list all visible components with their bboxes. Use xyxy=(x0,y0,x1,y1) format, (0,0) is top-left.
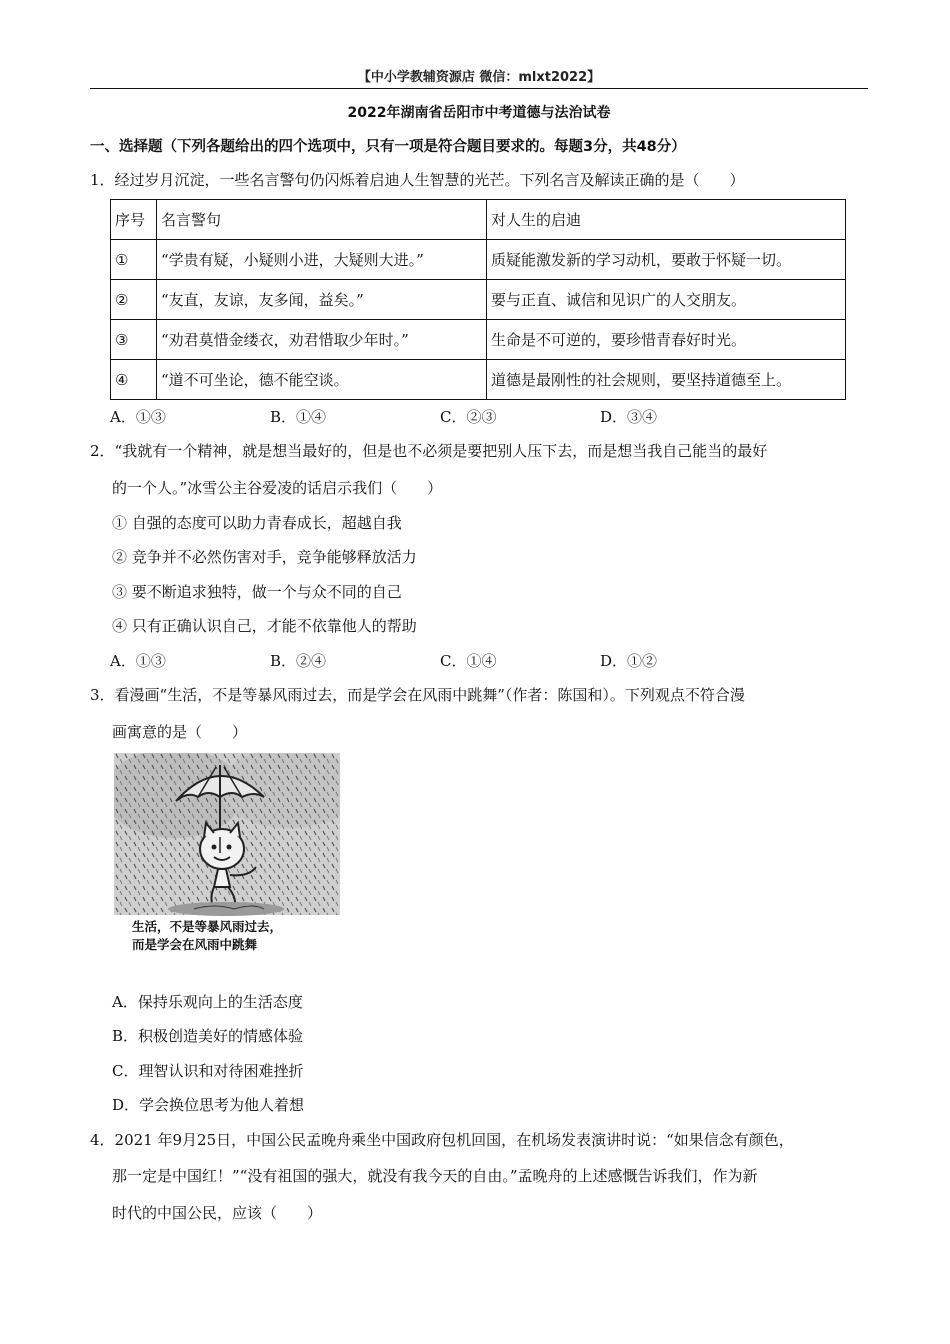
q3-stem-line2: 画寓意的是（ ） xyxy=(112,723,248,741)
cartoon-caption-line2: 而是学会在风雨中跳舞 xyxy=(132,937,258,952)
table-header-cell: 序号 xyxy=(111,200,157,240)
q3-option-b: B．积极创造美好的情感体验 xyxy=(112,1027,304,1045)
q1-stem: 1．经过岁月沉淀，一些名言警句仍闪烁着启迪人生智慧的光芒。下列名言及解读正确的是（ ） xyxy=(90,171,745,189)
table-cell: 要与正直、诚信和见识广的人交朋友。 xyxy=(487,280,846,320)
table-cell: ④ xyxy=(111,360,157,400)
q2-item-3: ③ 要不断追求独特，做一个与众不同的自己 xyxy=(112,583,402,601)
option-d: D．③④ xyxy=(600,408,658,426)
quotes-table xyxy=(110,199,846,400)
table-row xyxy=(111,280,846,320)
table-cell: 质疑能激发新的学习动机，要敢于怀疑一切。 xyxy=(487,240,846,280)
option-d: D．①② xyxy=(600,652,658,670)
q4-stem-line1: 4．2021 年9月25日，中国公民孟晚舟乘坐中国政府包机回国，在机场发表演讲时说：“如果信念有颜色， xyxy=(90,1131,794,1149)
cartoon-caption-line1: 生活，不是等暴风雨过去， xyxy=(132,919,283,934)
option-c: C．①④ xyxy=(440,652,497,670)
section-heading: 一、选择题（下列各题给出的四个选项中，只有一项是符合题目要求的。每题3分，共48分） xyxy=(90,139,686,155)
q2-item-4: ④ 只有正确认识自己，才能不依靠他人的帮助 xyxy=(112,617,417,635)
table-cell: ① xyxy=(111,240,157,280)
table-cell: ③ xyxy=(111,320,157,360)
cartoon-illustration xyxy=(114,753,340,958)
cartoon-drawing xyxy=(114,753,340,958)
q2-item-1: ① 自强的态度可以助力青春成长，超越自我 xyxy=(112,514,402,532)
table-row xyxy=(111,360,846,400)
q4-stem-line2: 那一定是中国红！”“没有祖国的强大，就没有我今天的自由。”孟晚舟的上述感慨告诉我们，作为新 xyxy=(112,1167,758,1185)
q2-item-2: ② 竞争并不必然伤害对手，竞争能够释放活力 xyxy=(112,548,417,566)
q1-options xyxy=(110,407,850,427)
q4-stem-line3: 时代的中国公民，应该（ ） xyxy=(112,1204,323,1222)
table-row xyxy=(111,320,846,360)
table-cell: “学贵有疑，小疑则小进，大疑则大进。” xyxy=(157,240,487,280)
table-cell: 生命是不可逆的，要珍惜青春好时光。 xyxy=(487,320,846,360)
q2-stem-line1: 2．“我就有一个精神，就是想当最好的，但是也不必须是要把别人压下去，而是想当我自己能当的最好 xyxy=(90,442,768,460)
table-header-cell: 名言警句 xyxy=(157,200,487,240)
table-cell: “劝君莫惜金缕衣，劝君惜取少年时。” xyxy=(157,320,487,360)
table-header-cell: 对人生的启迪 xyxy=(487,200,846,240)
table-cell: “友直，友谅，友多闻，益矣。” xyxy=(157,280,487,320)
page-header: 【中小学教辅资源店 微信：mlxt2022】 xyxy=(357,70,601,85)
option-b: B．②④ xyxy=(270,652,327,670)
q3-option-c: C．理智认识和对待困难挫折 xyxy=(112,1062,304,1080)
option-c: C．②③ xyxy=(440,408,497,426)
table-cell: ② xyxy=(111,280,157,320)
table-cell: 道德是最刚性的社会规则，要坚持道德至上。 xyxy=(487,360,846,400)
option-a: A．①③ xyxy=(110,652,166,670)
q2-options xyxy=(110,651,850,671)
table-header-row xyxy=(111,200,846,240)
header-divider xyxy=(90,88,868,89)
exam-title: 2022年湖南省岳阳市中考道德与法治试卷 xyxy=(347,105,611,121)
q3-option-d: D．学会换位思考为他人着想 xyxy=(112,1096,305,1114)
q3-option-a: A．保持乐观向上的生活态度 xyxy=(112,993,303,1011)
option-a: A．①③ xyxy=(110,408,166,426)
table-row xyxy=(111,240,846,280)
option-b: B．①④ xyxy=(270,408,327,426)
puddle-icon xyxy=(168,902,284,916)
q3-stem-line1: 3．看漫画“生活，不是等暴风雨过去，而是学会在风雨中跳舞”（作者：陈国和）。下列观点不符合漫 xyxy=(90,686,745,704)
q2-stem-line2: 的一个人。”冰雪公主谷爱凌的话启示我们（ ） xyxy=(112,479,443,497)
table-cell: “道不可坐论，德不能空谈。 xyxy=(157,360,487,400)
